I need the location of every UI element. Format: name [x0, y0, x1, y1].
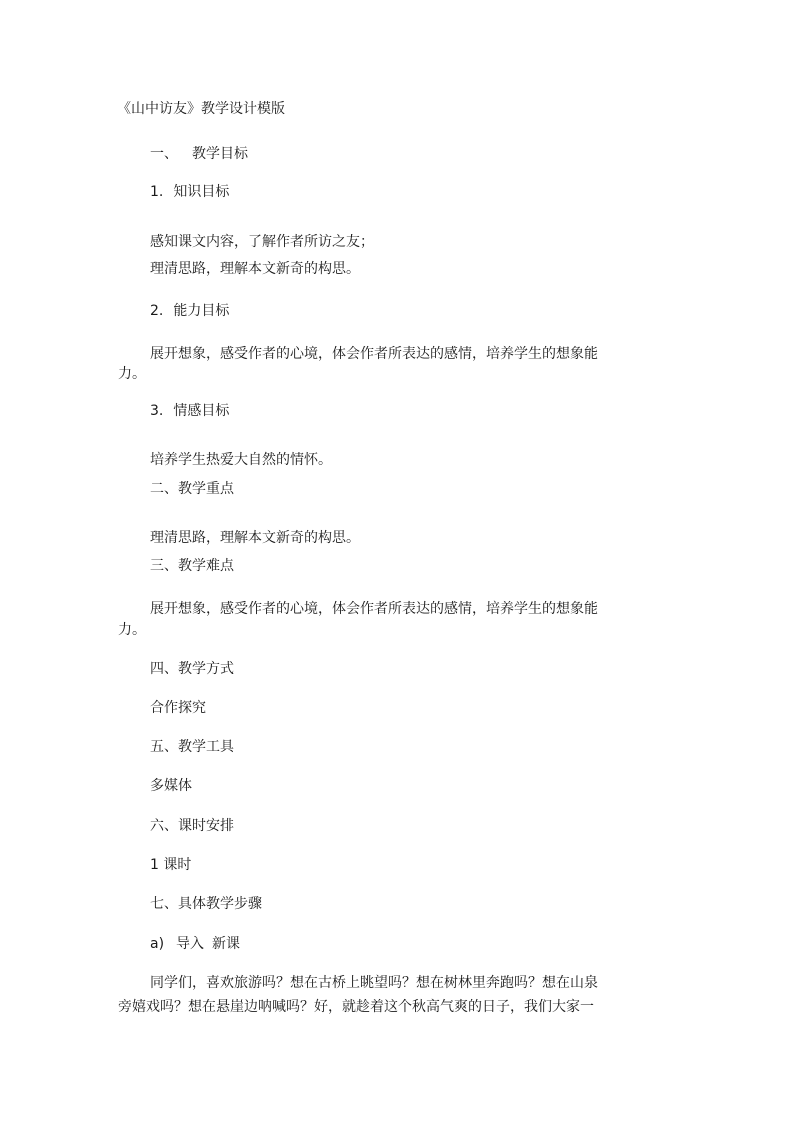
section-3-heading: 三、教学难点 — [150, 558, 234, 574]
section-7-heading: 七、具体教学步骤 — [150, 896, 262, 912]
paragraph-continuation: 旁嬉戏吗？想在悬崖边呐喊吗？好，就趁着这个秋高气爽的日子，我们大家一 — [118, 999, 594, 1015]
paragraph: 展开想象，感受作者的心境，体会作者所表达的感情，培养学生的想象能 — [150, 346, 598, 362]
subsection-1-1-number: 1. — [150, 184, 164, 200]
subsection-1-1-title: 知识目标 — [173, 184, 230, 200]
section-1-number: 一、 — [150, 146, 178, 162]
subsection-1-3-number: 3. — [150, 403, 164, 419]
subsection-1-2-title: 能力目标 — [173, 303, 230, 319]
paragraph-continuation: 力。 — [118, 366, 146, 382]
paragraph: 理清思路，理解本文新奇的构思。 — [150, 530, 360, 546]
section-5-heading: 五、教学工具 — [150, 739, 234, 755]
subsection-7-a-heading — [150, 935, 240, 953]
subsection-1-2-heading — [150, 302, 229, 320]
paragraph: 多媒体 — [150, 778, 192, 794]
subsection-1-3-title: 情感目标 — [173, 403, 230, 419]
subsection-1-1-heading — [150, 183, 229, 201]
subsection-7-a-title-part2: 新课 — [212, 936, 241, 952]
section-1-title: 教学目标 — [192, 146, 248, 162]
paragraph: 同学们，喜欢旅游吗？想在古桥上眺望吗？想在树林里奔跑吗？想在山泉 — [150, 975, 598, 991]
paragraph: 培养学生热爱大自然的情怀。 — [150, 452, 332, 468]
subsection-7-a-title-part1: 导入 — [176, 936, 205, 952]
subsection-1-3-heading — [150, 402, 229, 420]
document-title: 《山中访友》教学设计模版 — [117, 101, 285, 117]
section-2-heading: 二、教学重点 — [150, 481, 234, 497]
section-6-heading: 六、课时安排 — [150, 818, 234, 834]
paragraph: 理清思路，理解本文新奇的构思。 — [150, 261, 360, 277]
section-4-heading: 四、教学方式 — [150, 661, 234, 677]
paragraph: 感知课文内容，了解作者所访之友； — [150, 234, 374, 250]
subsection-1-2-number: 2. — [150, 303, 164, 319]
paragraph: 1 课时 — [150, 857, 192, 873]
subsection-7-a-number: a) — [150, 936, 165, 952]
paragraph-continuation: 力。 — [118, 622, 146, 638]
section-1-heading — [150, 145, 248, 163]
paragraph: 合作探究 — [150, 700, 206, 716]
paragraph: 展开想象，感受作者的心境，体会作者所表达的感情，培养学生的想象能 — [150, 601, 598, 617]
